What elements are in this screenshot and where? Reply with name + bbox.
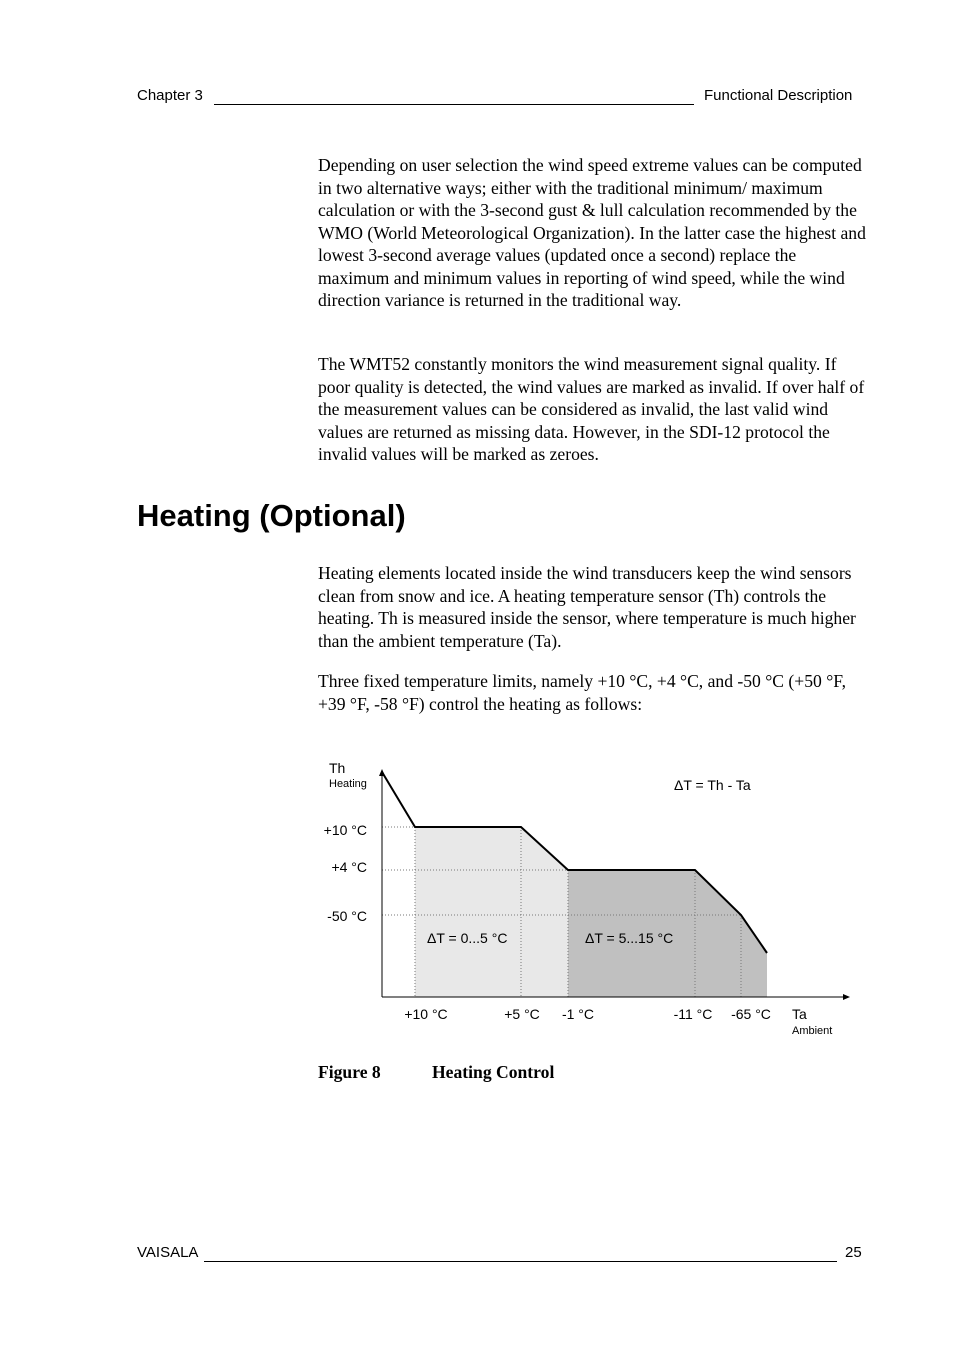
header-section: Functional Description bbox=[704, 87, 853, 104]
paragraph-temperature-limits: Three fixed temperature limits, namely +10 °C, +4 °C, and -50 °C (+50 °F, +39 °F, -58 °F) control the heating as follows: bbox=[318, 671, 847, 714]
delta-formula: ΔT = Th - Ta bbox=[674, 777, 751, 793]
x-tick-plus10: +10 °C bbox=[404, 1006, 448, 1022]
x-axis-arrow bbox=[843, 994, 850, 1000]
y-tick-plus4: +4 °C bbox=[331, 859, 367, 875]
x-tick-minus1: -1 °C bbox=[561, 1006, 595, 1022]
x-tick-minus65: -65 °C bbox=[731, 1006, 771, 1022]
header-rule bbox=[214, 104, 694, 105]
footer-brand: VAISALA bbox=[137, 1244, 199, 1261]
y-tick-minus50: -50 °C bbox=[327, 908, 367, 924]
x-tick-plus5: +5 °C bbox=[504, 1006, 540, 1022]
y-axis-sublabel: Heating bbox=[329, 778, 367, 790]
region-light-label: ΔT = 0...5 °C bbox=[427, 930, 508, 946]
paragraph-heating-elements: Heating elements located inside the wind transducers keep the wind sensors clean from snow and ice. A heating temperature sensor (Th) controls the heating. Th is measured inside the sensor, where temperature is much higher than the ambient temperature (Ta). bbox=[318, 563, 856, 651]
y-axis-label: Th bbox=[329, 760, 346, 776]
figure-number: Figure 8 bbox=[318, 1062, 381, 1082]
region-dark-label: ΔT = 5...15 °C bbox=[585, 930, 674, 946]
section-title: Heating (Optional) bbox=[137, 498, 406, 533]
x-axis-sublabel: Ambient bbox=[792, 1025, 833, 1037]
page-number: 25 bbox=[845, 1244, 862, 1261]
figure-title: Heating Control bbox=[432, 1062, 555, 1082]
heating-control-diagram bbox=[300, 750, 860, 1045]
x-tick-minus11: -11 °C bbox=[673, 1006, 713, 1022]
region-light bbox=[415, 827, 568, 997]
paragraph-wind-extremes: Depending on user selection the wind speed extreme values can be computed in two alternative ways; either with the traditional minimum/ maximum calculation or with the 3-second gust & lull calculation recommended by the WMO (World Meteorological Organization). In the latter case the highest and lowest 3-second average values (updated once a second) replace the maximum and minimum values in reporting of wind speed, while the wind direction variance is returned in the traditional way. bbox=[318, 155, 866, 310]
y-tick-plus10: +10 °C bbox=[323, 822, 367, 838]
x-axis-label: Ta bbox=[792, 1006, 807, 1022]
footer-rule bbox=[204, 1261, 837, 1262]
paragraph-signal-quality: The WMT52 constantly monitors the wind measurement signal quality. If poor quality is detected, the wind values are marked as invalid. If over half of the measurement values can be considered as invalid, the last valid wind values are returned as missing data. However, in the SDI-12 protocol the invalid values will be marked as zeroes. bbox=[318, 354, 865, 464]
header-chapter: Chapter 3 bbox=[137, 87, 203, 104]
